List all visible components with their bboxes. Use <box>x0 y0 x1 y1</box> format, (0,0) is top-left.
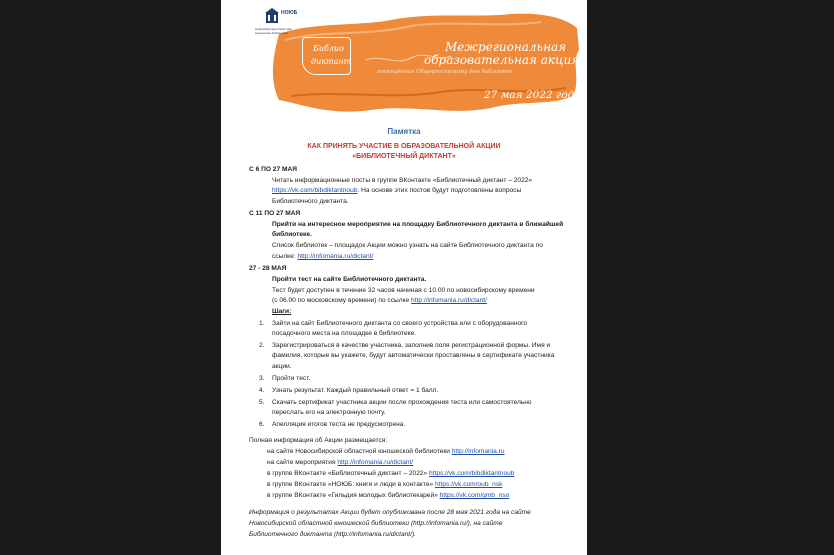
brand-line-1: Библио <box>313 44 344 53</box>
banner-title-line-1: Межрегиональная <box>445 40 567 54</box>
banner-title-line-2: образовательная акция, <box>424 53 583 67</box>
step-number: 4. <box>259 387 265 394</box>
step-text: Зарегистрироваться в качестве участника, заполнив поля регистрационной формы. Имя и <box>272 342 551 349</box>
info-row-vk-guild <box>267 491 509 500</box>
info-row-vk-dictant <box>267 469 514 478</box>
list-item <box>259 374 265 383</box>
section-2-text-line-2 <box>272 252 373 261</box>
section-3-bold: Пройти тест на сайте Библиотечного диктанта. <box>272 276 427 283</box>
document-page <box>221 0 587 555</box>
step-text: акции. <box>272 363 292 370</box>
vk-group-link[interactable]: https://vk.com/bibdiktantnoub <box>272 187 358 194</box>
step-text: Зайти на сайт Библиотечного диктанта со своего устройства или с оборудованного <box>272 320 528 327</box>
section-2-bold-2: библиотеке. <box>272 231 312 238</box>
footer-line-2: Новосибирской областной юношеской библиотеки (http://infomania.ru/), на сайте <box>249 520 503 527</box>
section-3-text-line-2 <box>272 296 487 305</box>
section-3-text-2: (с 06.00 по московскому времени) по ссылке <box>272 297 412 304</box>
section-2-heading: С 11 ПО 27 МАЯ <box>249 210 301 217</box>
brand-line-2: диктант <box>311 57 352 66</box>
list-item <box>259 398 265 407</box>
event-banner <box>221 0 587 118</box>
section-2-text-2: ссылке: <box>272 253 298 260</box>
section-1-heading: С 6 ПО 27 МАЯ <box>249 166 297 173</box>
section-1-text-line-2 <box>272 186 521 195</box>
footer-line-1: Информация о результатах Акции будет опубликована после 28 мая 2021 года на сайте <box>249 509 531 516</box>
section-1-text-c: Библиотечного диктанта. <box>272 198 349 205</box>
steps-label: Шаги: <box>272 308 292 315</box>
memo-subheading-1: КАК ПРИНЯТЬ УЧАСТИЕ В ОБРАЗОВАТЕЛЬНОЙ АКЦИИ <box>307 143 501 150</box>
list-item <box>259 420 265 429</box>
section-2-text-1: Список библиотек – площадок Акции можно узнать на сайте Библиотечного диктанта по <box>272 242 543 249</box>
info-row-vk-noub <box>267 480 502 489</box>
info-row-library <box>267 447 505 456</box>
step-text: фамилия, которые вы укажете, будут автоматически проставлены в сертификате участника <box>272 352 555 359</box>
memo-subheading-2: «БИБЛИОТЕЧНЫЙ ДИКТАНТ» <box>352 153 456 160</box>
logo-label: НОЮБ <box>281 10 298 16</box>
list-item <box>259 319 265 328</box>
step-number: 3. <box>259 375 265 382</box>
info-intro: Полная информация об Акции размещается: <box>249 437 388 444</box>
event-site-link[interactable]: http://infomania.ru/dictant/ <box>337 459 414 466</box>
section-2-bold-1: Прийти на интересное мероприятие на площадку Библиотечного диктанта в ближайшей <box>272 221 564 228</box>
info-row-text: в группе ВКонтакте «Гильдия молодых библиотекарей» <box>267 492 440 499</box>
list-item <box>259 386 265 395</box>
step-text: Пройти тест. <box>272 375 311 382</box>
test-link[interactable]: http://infomania.ru/dictant/ <box>411 297 487 304</box>
info-row-text: в группе ВКонтакте «Библиотечный диктант – 2022» <box>267 470 430 477</box>
vk-dictant-link[interactable]: https://vk.com/bibdiktantnoub <box>429 470 515 477</box>
step-text: посадочного места на площадке в библиотеке. <box>272 330 417 337</box>
step-number: 6. <box>259 421 265 428</box>
section-3-text-1: Тест будет доступен в течение 32 часов начиная с 10.00 по новосибирскому времени <box>272 287 535 294</box>
memo-heading: Памятка <box>387 127 421 136</box>
step-text: переслать его на электронную почту. <box>272 409 386 416</box>
vk-guild-link[interactable]: https://vk.com/gmb_nso <box>439 492 510 499</box>
banner-subtitle: посвящённая Общероссийскому дню библиотек <box>377 69 513 75</box>
section-1-text-b: . На основе этих постов будут подготовлены вопросы <box>357 187 522 194</box>
step-number: 5. <box>259 399 265 406</box>
library-logo-icon <box>264 8 280 24</box>
info-row-text: на сайте Новосибирской областной юношеской библиотеки <box>267 448 452 455</box>
banner-date: 27 мая 2022 года <box>484 89 581 101</box>
info-row-text: на сайте мероприятия <box>267 459 338 466</box>
list-item <box>259 341 265 350</box>
step-text: Скачать сертификат участника акции после прохождения теста или самостоятельно <box>272 399 532 406</box>
logo-subtitle: Новосибирская областная юношеская библиотека <box>255 27 292 35</box>
biblio-diktant-logo <box>302 37 351 75</box>
dictant-site-link[interactable]: http://infomania.ru/dictant/ <box>297 253 374 260</box>
vk-noub-link[interactable]: https://vk.com/oub_nsk <box>435 481 503 488</box>
step-text: Узнать результат. Каждый правильный ответ = 1 балл. <box>272 387 439 394</box>
section-1-text-a: Читать информационные посты в группе ВКонтакте «Библиотечный диктант – 2022» <box>272 177 533 184</box>
info-row-event <box>267 458 413 467</box>
step-number: 1. <box>259 320 265 327</box>
footer-line-3: Библиотечного диктанта (http://infomania.ru/dictant/). <box>249 531 416 538</box>
step-text: Апелляция итогов теста не предусмотрена. <box>272 421 406 428</box>
info-row-text: в группе ВКонтакте «НОЮБ: книги и люди в контакте» <box>267 481 435 488</box>
step-number: 2. <box>259 342 265 349</box>
section-3-heading: 27 - 28 МАЯ <box>249 265 287 272</box>
library-site-link[interactable]: http://infomania.ru <box>451 448 505 455</box>
